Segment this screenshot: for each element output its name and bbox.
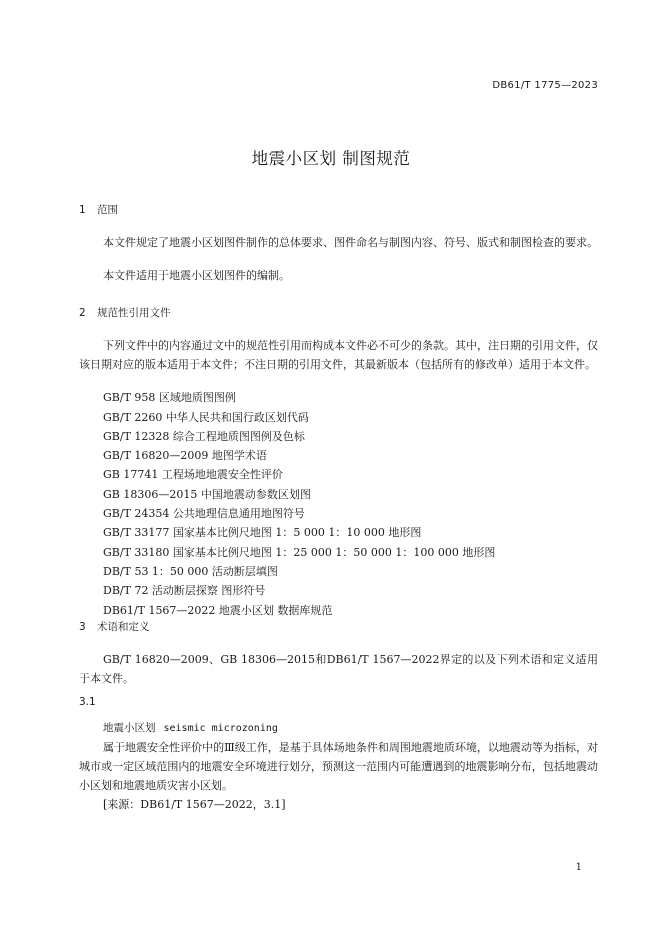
term-chinese: 地震小区划 [103, 722, 156, 734]
term-source: [来源：DB61/T 1567—2022，3.1] [103, 798, 286, 811]
term-english: seismic microzoning [163, 723, 278, 734]
section-2-heading [79, 305, 171, 320]
reference-item: GB/T 16820—2009 地图学术语 [103, 449, 267, 462]
section-title: 范围 [97, 204, 118, 216]
section-number: 3 [79, 621, 86, 633]
document-title: 地震小区划 制图规范 [251, 149, 411, 168]
section-number: 1 [79, 204, 86, 216]
term-definition: 属于地震安全性评价中的Ⅲ级工作，是基于具体场地条件和周围地震地质环境，以地震动等为指标，对城市或一定区域范围内的地震安全环境进行划分，预测这一范围内可能遭遇到的地震影响分布，包括地震动小区划和地震地质灾害小区划。 [79, 741, 598, 792]
reference-item: GB/T 2260 中华人民共和国行政区划代码 [103, 411, 309, 424]
reference-item: GB/T 12328 综合工程地质图图例及色标 [103, 430, 305, 443]
subsection-number: 3.1 [79, 696, 96, 708]
reference-item: GB 17741 工程场地地震安全性评价 [103, 468, 283, 481]
reference-item: GB 18306—2015 中国地震动参数区划图 [103, 488, 311, 501]
section-1-heading [79, 202, 118, 217]
section-1-paragraph-1: 本文件规定了地震小区划图件制作的总体要求、图件命名与制图内容、符号、版式和制图检查的要求。 [103, 236, 598, 249]
standard-code: DB61/T 1775—2023 [492, 80, 598, 91]
reference-item: GB/T 33177 国家基本比例尺地图 1：5 000 1：10 000 地形图 [103, 526, 422, 539]
section-1-paragraph-2: 本文件适用于地震小区划图件的编制。 [103, 269, 290, 282]
page-number: 1 [575, 862, 582, 873]
section-title: 术语和定义 [97, 621, 150, 633]
section-2-intro: 下列文件中的内容通过文中的规范性引用而构成本文件必不可少的条款。其中，注日期的引用文件，仅该日期对应的版本适用于本文件；不注日期的引用文件，其最新版本（包括所有的修改单）适用于本文件。 [79, 339, 598, 371]
reference-item: DB/T 53 1：50 000 活动断层填图 [103, 565, 278, 578]
section-title: 规范性引用文件 [97, 307, 171, 319]
section-number: 2 [79, 307, 86, 319]
section-3-heading [79, 619, 150, 634]
reference-item: GB/T 958 区域地质图图例 [103, 391, 236, 404]
term-entry [103, 720, 278, 735]
reference-item: GB/T 24354 公共地理信息通用地图符号 [103, 507, 305, 520]
reference-item: DB/T 72 活动断层探察 图形符号 [103, 584, 266, 597]
reference-item: GB/T 33180 国家基本比例尺地图 1：25 000 1：50 000 1：100 000 地形图 [103, 546, 496, 559]
reference-item: DB61/T 1567—2022 地震小区划 数据库规范 [103, 604, 333, 617]
section-3-intro: GB/T 16820—2009、GB 18306—2015和DB61/T 1567—2022界定的以及下列术语和定义适用于本文件。 [79, 653, 598, 685]
